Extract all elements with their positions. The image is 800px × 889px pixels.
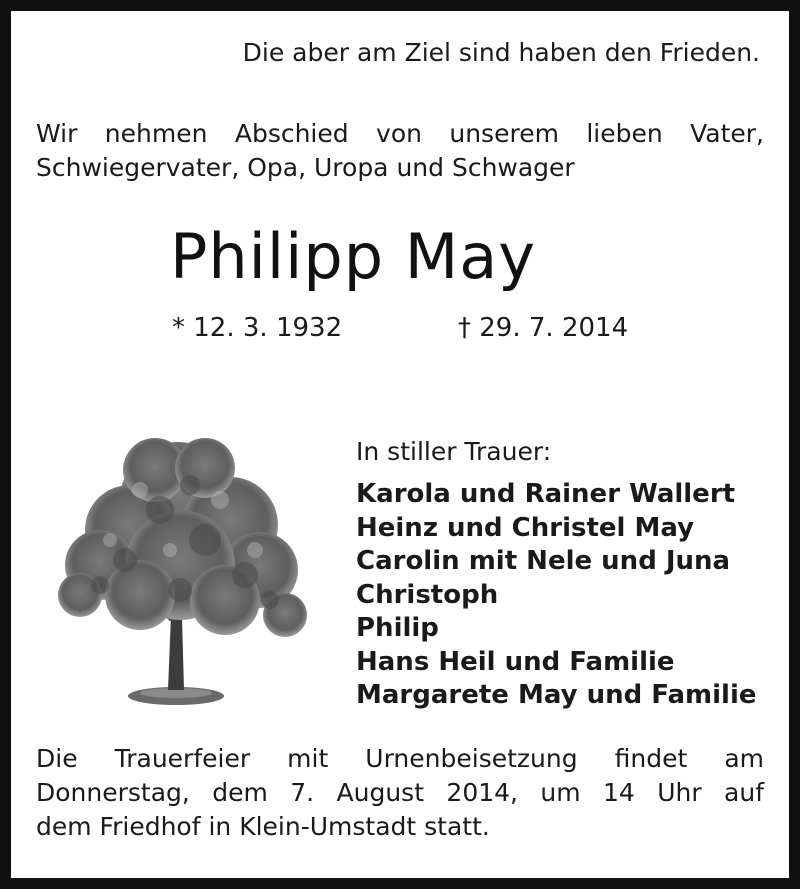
birth-date: * 12. 3. 1932 — [172, 313, 343, 343]
list-item: Margarete May und Familie — [356, 680, 757, 710]
list-item: Karola und Rainer Wallert — [356, 479, 736, 509]
service-line-2: Donnerstag, dem 7. August 2014, um 14 Uhr auf — [36, 778, 764, 807]
mourning-label: In stiller Trauer: — [356, 437, 552, 466]
list-item: Christoph — [356, 579, 499, 610]
list-item: Hans Heil und Familie — [356, 646, 675, 677]
list-item: Heinz und Christel May — [356, 512, 695, 543]
intro-line-1: Wir nehmen Abschied von unserem lieben Vater, — [36, 119, 764, 148]
list-item: Carolin mit Nele und Juna — [356, 546, 731, 576]
service-info — [36, 742, 764, 844]
tree-illustration — [40, 390, 318, 720]
intro-line-2: Schwiegervater, Opa, Uropa und Schwager — [36, 153, 575, 182]
service-line-3: dem Friedhof in Klein-Umstadt statt. — [36, 812, 490, 841]
intro-text — [36, 117, 764, 185]
death-date: † 29. 7. 2014 — [458, 313, 629, 343]
mourners-list — [356, 478, 757, 713]
deceased-name: Philipp May — [170, 220, 536, 293]
motto-text: Die aber am Ziel sind haben den Frieden. — [242, 38, 760, 67]
list-item: Philip — [356, 613, 439, 643]
service-line-1: Die Trauerfeier mit Urnenbeisetzung findet am — [36, 744, 764, 773]
